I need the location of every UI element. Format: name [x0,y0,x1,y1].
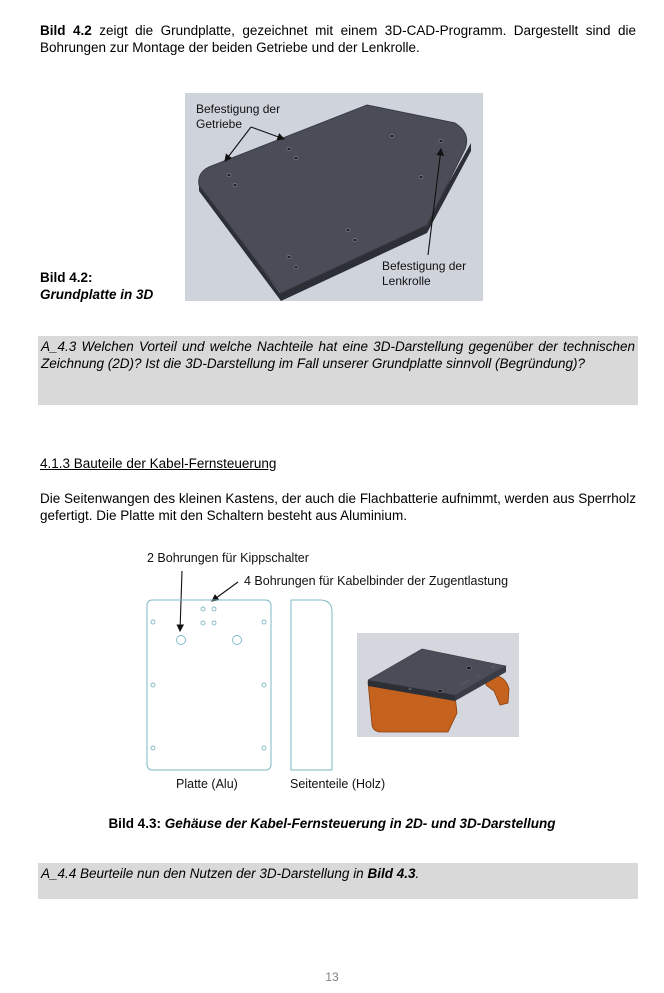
section-heading-4-1-3: 4.1.3 Bauteile der Kabel-Fernsteuerung [40,456,277,471]
intro-figure-ref: Bild 4.2 [40,23,92,38]
arrow-toggle-holes [180,571,182,631]
figure-4-2-caption [40,269,180,303]
task-a-4-4-ref: Bild 4.3 [367,866,416,881]
housing-drawings [0,545,664,805]
intro-paragraph [40,22,636,56]
arrow-cable-holes [212,582,238,601]
task-a-4-4-prefix: A_4.4 Beurteile nun den Nutzen der 3D-Darstellung in [41,866,368,881]
label-caster-mount [382,259,466,289]
label-gearbox-line1: Befestigung der [196,102,281,116]
figure-4-3-remote-housing [0,545,664,805]
section-4-1-3-paragraph: Die Seitenwangen des kleinen Kastens, der auch die Flachbatterie aufnimmt, werden aus Sperrholz gefertigt. Die Platte mit den Schaltern besteht aus Aluminium. [40,491,636,523]
label-toggle-holes: 2 Bohrungen für Kippschalter [147,551,309,565]
task-a-4-3 [38,336,638,405]
label-gearbox-line2: Getriebe [196,117,243,131]
label-caster-line1: Befestigung der [382,259,467,273]
task-a-4-3-text: A_4.3 Welchen Vorteil und welche Nachteile hat eine 3D-Darstellung gegenüber der technischen Zeichnung (2D)? Ist die 3D-Darstellung im Fall unserer Grundplatte sinnvoll (Begründung)? [41,339,635,371]
task-a-4-4 [38,863,638,899]
label-cable-tie-holes: 4 Bohrungen für Kabelbinder der Zugentlastung [244,574,509,588]
intro-text: zeigt die Grundplatte, gezeichnet mit einem 3D-CAD-Programm. Dargestellt sind die Bohrungen zur Montage der beiden Getriebe und der Lenkrolle. [40,23,636,55]
figure-4-3-caption-label: Bild 4.3: [108,816,161,831]
task-a-4-4-suffix: . [415,866,420,881]
figure-4-2-base-plate-3d [185,93,483,301]
page-number: 13 [325,970,339,984]
figure-4-3-caption-title: Gehäuse der Kabel-Fernsteuerung in 2D- und 3D-Darstellung [164,816,556,831]
plate-2d-holes [151,607,266,750]
label-side-wood: Seitenteile (Holz) [290,777,386,791]
figure-4-2-caption-title: Grundplatte in 3D [40,287,154,302]
label-plate-alu: Platte (Alu) [176,777,238,791]
figure-4-3-caption [0,815,664,832]
label-gearbox-mount [196,102,280,132]
figure-4-2-caption-label: Bild 4.2: [40,270,93,285]
plate-2d-outline [147,600,271,770]
label-caster-line2: Lenkrolle [382,274,431,288]
side-panel-2d-outline [291,600,332,770]
